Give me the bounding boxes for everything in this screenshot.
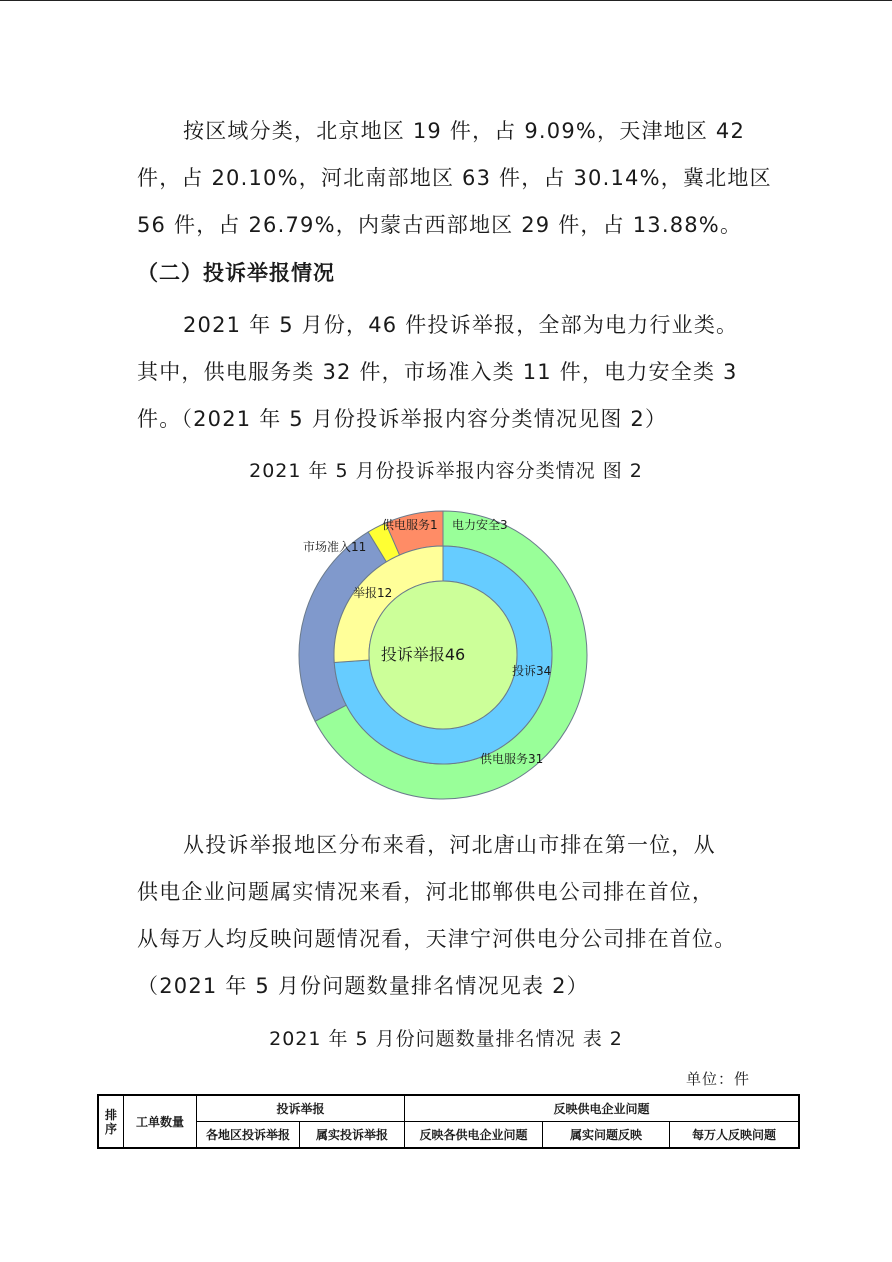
sub-header: 各地区投诉举报: [197, 1122, 300, 1149]
text-line: 从投诉举报地区分布来看，河北唐山市排在第一位，从: [183, 833, 716, 857]
ranking-table: [97, 1094, 800, 1149]
outer-ring-label: 供电服务31: [480, 752, 544, 766]
paragraph-region-stats: [137, 108, 777, 249]
outer-ring-label: 电力安全3: [452, 518, 508, 532]
text-line: （2021 年 5 月份问题数量排名情况见表 2）: [137, 974, 589, 998]
paragraph-complaints: [137, 302, 777, 443]
group-header-complaints: 投诉举报: [197, 1095, 405, 1122]
unit-label: 单位：件: [686, 1070, 751, 1088]
table-caption: 2021 年 5 月份问题数量排名情况 表 2: [269, 1028, 623, 1050]
outer-ring-label: 市场准入11: [303, 540, 367, 554]
text-line: 供电企业问题属实情况来看，河北邯郸供电公司排在首位，: [137, 880, 715, 904]
text-line: 56 件，占 26.79%，内蒙古西部地区 29 件，占 13.88%。: [137, 213, 743, 237]
sub-header: 每万人反映问题: [670, 1122, 800, 1149]
section-heading: （二）投诉举报情况: [137, 261, 335, 285]
sub-header: 反映各供电企业问题: [405, 1122, 543, 1149]
text-line: 其中，供电服务类 32 件，市场准入类 11 件，电力安全类 3: [137, 360, 738, 384]
figure-caption: 2021 年 5 月份投诉举报内容分类情况 图 2: [249, 460, 643, 482]
center-label: 投诉举报46: [380, 645, 466, 664]
paragraph-ranking: [137, 822, 777, 1010]
text-line: 从每万人均反映问题情况看，天津宁河供电分公司排在首位。: [137, 927, 737, 951]
text-line: 2021 年 5 月份，46 件投诉举报，全部为电力行业类。: [183, 313, 739, 337]
rank-header: 排序: [98, 1095, 124, 1148]
text-line: 按区域分类，北京地区 19 件，占 9.09%，天津地区 42: [183, 119, 746, 143]
text-line: 件。（2021 年 5 月份投诉举报内容分类情况见图 2）: [137, 407, 668, 431]
inner-ring-label: 投诉34: [512, 664, 552, 678]
sub-header: 属实问题反映: [543, 1122, 670, 1149]
text-line: 件，占 20.10%，河北南部地区 63 件，占 30.14%，冀北地区: [137, 166, 772, 190]
inner-ring-label: 举报12: [353, 586, 393, 600]
page-top-border: [0, 0, 892, 1]
group-header-enterprise: 反映供电企业问题: [405, 1095, 800, 1122]
count-header: 工单数量: [124, 1095, 197, 1148]
outer-ring-label: 供电服务1: [382, 518, 438, 532]
nested-donut-chart: [280, 495, 610, 815]
sub-header: 属实投诉举报: [300, 1122, 405, 1149]
